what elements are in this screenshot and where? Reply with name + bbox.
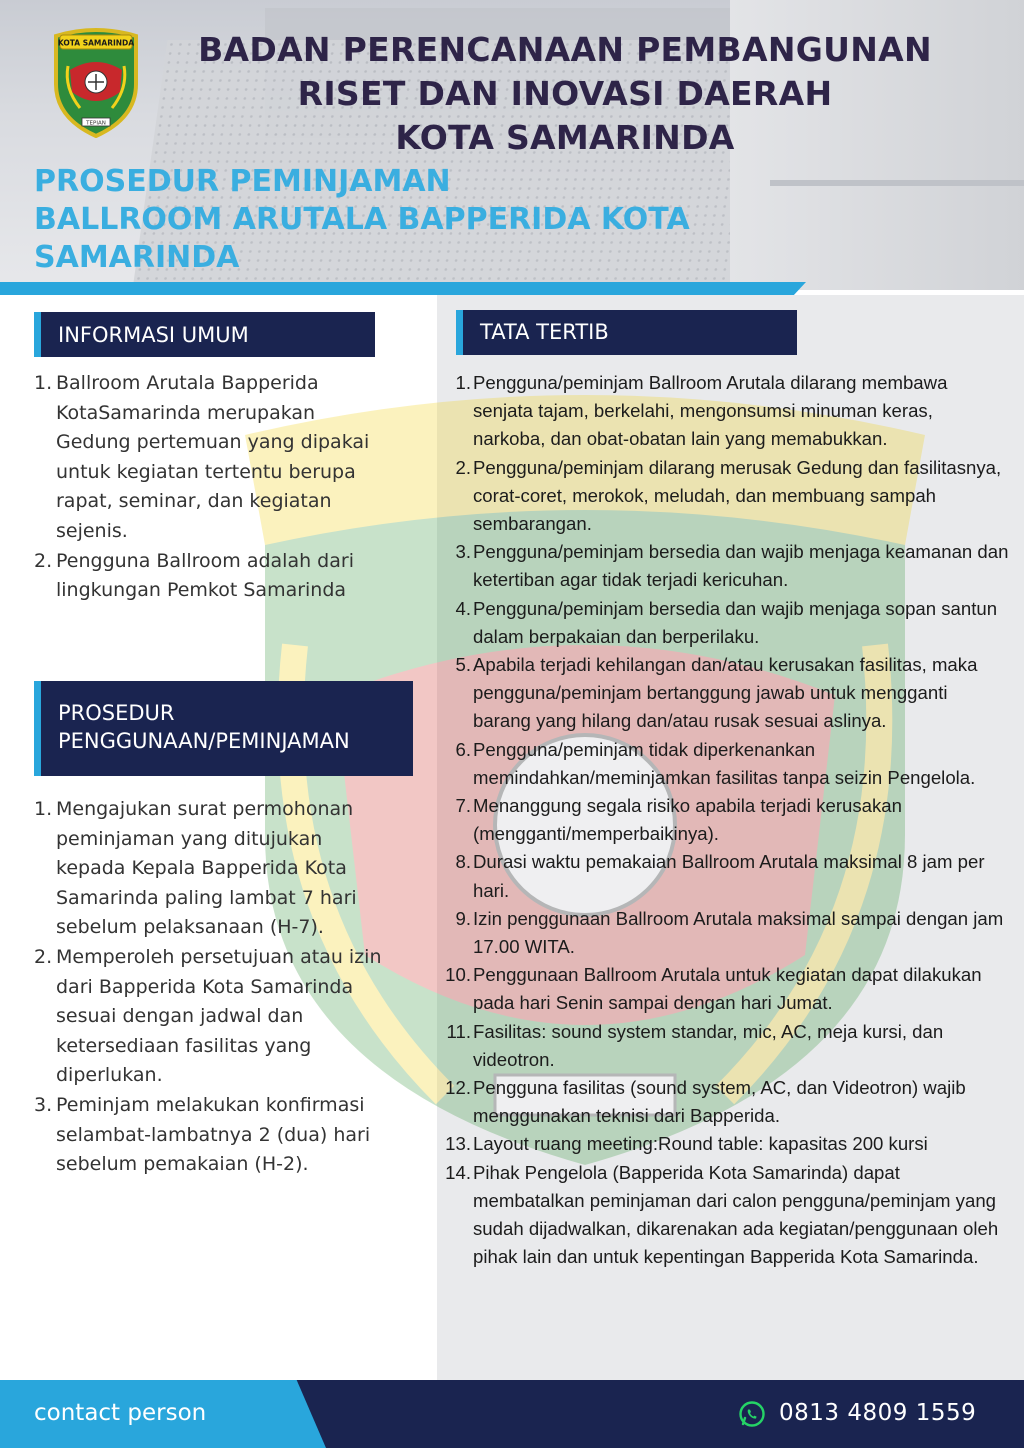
list-item (440, 1018, 1010, 1074)
subtitle-line: BALLROOM ARUTALA BAPPERIDA KOTA (34, 202, 690, 237)
list-item-number: 5. (455, 654, 471, 676)
list-item-text: Ballroom Arutala Bapperida KotaSamarinda merupakan Gedung pertemuan yang dipakai untuk kegiatan tertentu berupa rapat, seminar, dan kegiatan sejenis. (56, 372, 370, 542)
header-accent-stripe (0, 282, 806, 295)
subtitle-line: SAMARINDA (34, 240, 240, 275)
logo-motto: TEPIAN (86, 120, 106, 127)
title-line: RISET DAN INOVASI DAERAH (297, 74, 833, 113)
list-item (440, 1159, 1010, 1272)
list-item (440, 848, 1010, 904)
list-item (440, 905, 1010, 961)
kota-samarinda-emblem-icon (50, 26, 142, 138)
list-item-number: 2. (455, 456, 471, 478)
list-item-text: Pengguna Ballroom adalah dari lingkungan Pemkot Samarinda (56, 549, 354, 602)
list-item-text: Mengajukan surat permohonan peminjaman yang ditujukan kepada Kepala Bapperida Kota Samarinda paling lambat 7 hari sebelum pelaksanaan (H-7). (56, 798, 357, 939)
list-item-number: 1. (34, 798, 53, 820)
whatsapp-icon (738, 1400, 766, 1428)
list-item (440, 736, 1010, 792)
section-heading-label: TATA TERTIB (480, 320, 609, 344)
list-item (440, 369, 1010, 454)
list-item-text: Peminjam melakukan konfirmasi selambat-lambatnya 2 (dua) hari sebelum pemakaian (H-2). (56, 1093, 371, 1176)
list-item-text: Apabila terjadi kehilangan dan/atau kerusakan fasilitas, maka pengguna/peminjam bertanggung jawab untuk mengganti barang yang hilang dan/atau rusak sesuai aslinya. (473, 654, 978, 732)
list-item-text: Pengguna fasilitas (sound system, AC, dan Videotron) wajib menggunakan teknisi dari Bapperida. (473, 1077, 966, 1127)
list-item-text: Layout ruang meeting:Round table: kapasitas 200 kursi (473, 1133, 928, 1155)
page-subtitle (34, 163, 754, 277)
list-item (440, 961, 1010, 1017)
section-heading-prosedur (34, 681, 413, 776)
list-item (440, 454, 1010, 539)
page-title (170, 28, 960, 160)
section-heading-tata-tertib (456, 310, 797, 355)
list-item (440, 792, 1010, 848)
list-item-number: 10. (445, 964, 471, 986)
list-item-text: Pengguna/peminjam bersedia dan wajib menjaga keamanan dan ketertiban agar tidak terjadi kericuhan. (473, 541, 1009, 591)
list-item-number: 4. (455, 597, 471, 619)
tata-tertib-list (440, 369, 1010, 1272)
list-item-text: Pengguna/peminjam tidak diperkenankan memindahkan/meminjamkan fasilitas tanpa seizin Pengelola. (473, 738, 976, 788)
footer-bar (0, 1380, 1024, 1448)
list-item-number: 7. (455, 795, 471, 817)
contact-person-label: contact person (34, 1400, 207, 1426)
list-item-number: 2. (34, 945, 53, 968)
section-heading-label: PENGGUNAAN/PEMINJAMAN (58, 729, 350, 753)
list-item-text: Izin penggunaan Ballroom Arutala maksimal sampai dengan jam 17.00 WITA. (473, 907, 1004, 958)
list-item (440, 538, 1010, 594)
logo-text: KOTA SAMARINDA (57, 38, 135, 48)
list-item-text: Penggunaan Ballroom Arutala untuk kegiatan dapat dilakukan pada hari Senin sampai dengan hari Jumat. (473, 964, 982, 1014)
list-item-text: Fasilitas: sound system standar, mic, AC, meja kursi, dan videotron. (473, 1020, 944, 1070)
list-item-number: 2. (34, 549, 53, 572)
list-item-number: 3. (455, 541, 471, 563)
list-item-text: Pengguna/peminjam bersedia dan wajib menjaga sopan santun dalam berpakaian dan berperilaku. (473, 597, 998, 647)
list-item (440, 651, 1010, 736)
list-item (34, 369, 384, 547)
list-item (34, 547, 384, 606)
list-item-number: 14. (445, 1161, 471, 1183)
list-item (34, 1091, 384, 1180)
section-heading-label: PROSEDUR (58, 701, 175, 725)
section-heading-label: INFORMASI UMUM (58, 323, 249, 347)
list-item-number: 13. (445, 1133, 471, 1155)
title-line: BADAN PERENCANAAN PEMBANGUNAN (198, 30, 932, 69)
list-item-text: Pengguna/peminjam Ballroom Arutala dilarang membawa senjata tajam, berkelahi, mengonsumsi minuman keras, narkoba, dan obat-obatan lain yang memabukkan. (473, 372, 948, 450)
list-item (440, 1130, 1010, 1158)
list-item (34, 943, 384, 1091)
list-item-number: 8. (455, 851, 471, 873)
list-item-number: 12. (445, 1077, 471, 1099)
list-item-number: 9. (455, 907, 471, 929)
list-item-text: Menanggung segala risiko apabila terjadi kerusakan (mengganti/memperbaikinya). (473, 795, 902, 845)
prosedur-list (34, 795, 384, 1180)
list-item (440, 1074, 1010, 1130)
title-line: KOTA SAMARINDA (395, 118, 735, 157)
list-item-text: Durasi waktu pemakaian Ballroom Arutala maksimal 8 jam per hari. (473, 851, 985, 901)
list-item-number: 1. (34, 372, 53, 394)
header-banner (0, 0, 1024, 290)
informasi-umum-list (34, 369, 384, 606)
list-item-number: 11. (446, 1020, 471, 1042)
list-item (440, 595, 1010, 651)
list-item (34, 795, 384, 943)
list-item-number: 3. (34, 1093, 53, 1116)
section-heading-informasi-umum (34, 312, 375, 357)
list-item-text: Memperoleh persetujuan atau izin dari Bapperida Kota Samarinda sesuai dengan jadwal dan ketersediaan fasilitas yang diperlukan. (56, 945, 382, 1087)
contact-phone-number[interactable]: 0813 4809 1559 (779, 1400, 977, 1426)
list-item-text: Pengguna/peminjam dilarang merusak Gedung dan fasilitasnya, corat-coret, merokok, meludah, dan membuang sampah sembarangan. (473, 456, 1002, 535)
list-item-text: Pihak Pengelola (Bapperida Kota Samarinda) dapat membatalkan peminjaman dari calon pengguna/peminjam yang sudah dijadwalkan, dikarenakan ada kegiatan/penggunaan oleh pihak lain dan untuk kepentingan Bapperida Kota Samarinda. (473, 1161, 999, 1268)
subtitle-line: PROSEDUR PEMINJAMAN (34, 164, 451, 199)
list-item-number: 1. (455, 372, 471, 393)
list-item-number: 6. (455, 738, 471, 760)
